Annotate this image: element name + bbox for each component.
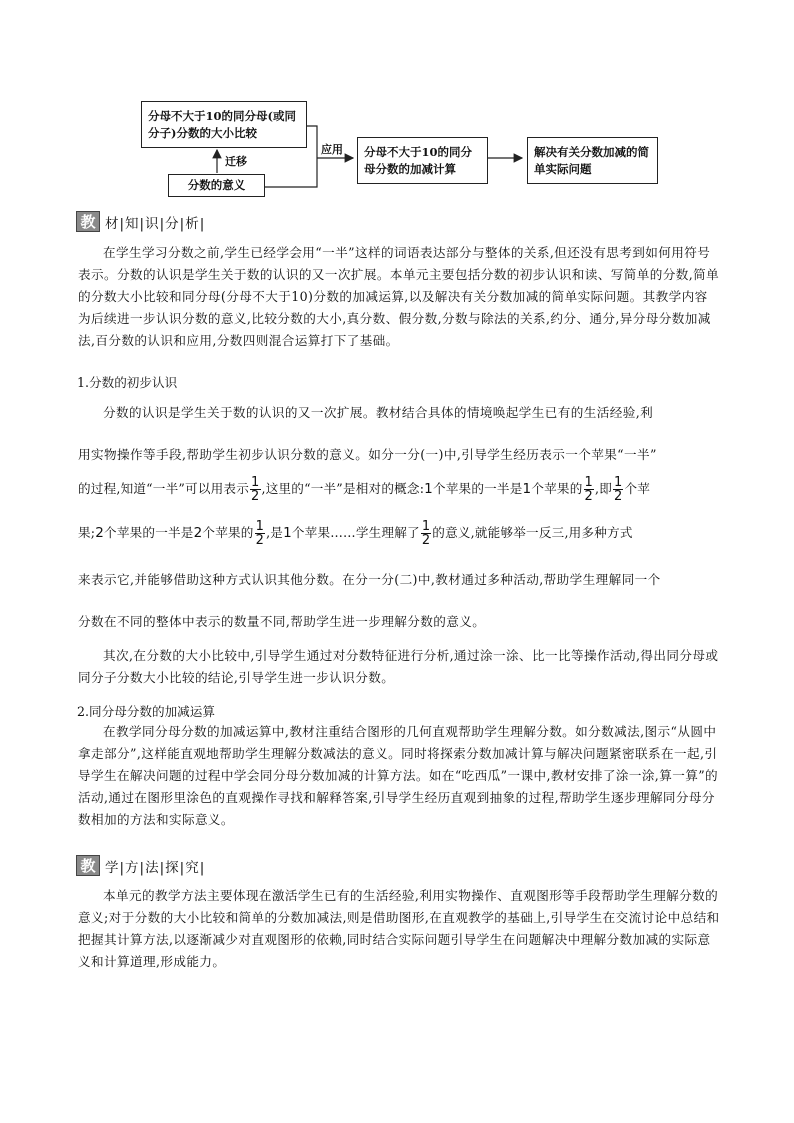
diagram-box-problems-text: 解决有关分数加减的简单实际问题 (534, 144, 649, 176)
section-badge: 教 (76, 855, 100, 876)
text: ,这里的“一半”是相对的概念: (261, 481, 425, 496)
intro-paragraph: 在学生学习分数之前,学生已经学会用“一半”这样的词语表达部分与整体的关系,但还没有思考到如何用符号表示。分数的认识是学生关于数的认识的又一次扩展。本单元主要包括分数的初步认识和读、写简单的分数,简单的分数大小比较和同分母(分母不大于10)分数的加减运算,以及解决有关分数加减的简单实际问题。其教学内容为后续进一步认识分数的意义,比较分数的大小,真分数、假分数,分数与除法的关系,约分、通分,异分母分数加减法,百分数的认识和应用,分数四则混合运算打下了基础。 (78, 245, 720, 348)
comparison-paragraph: 其次,在分数的大小比较中,引导学生通过对分数特征进行分析,通过涂一涂、比一比等操作活动,得出同分母或同分子分数大小比较的结论,引导学生进一步认识分数。 (78, 648, 719, 685)
text: 的意义,就能够举一反三,用多种方式 (432, 525, 633, 540)
p1-line1: 分数的认识是学生关于数的认识的又一次扩展。教材结合具体的情境唤起学生已有的生活经验,利 (103, 405, 654, 420)
text: 个苹 (624, 481, 651, 496)
section-heading-teaching-methods (76, 855, 205, 876)
text: 个苹果的 (202, 525, 254, 540)
fraction-half (421, 520, 431, 547)
denominator: 2 (613, 489, 623, 504)
diagram-label-migrate: 迁移 (225, 155, 247, 168)
diagram-box-meaning-text: 分数的意义 (187, 178, 246, 192)
fraction-half (584, 476, 594, 503)
p1-line5: 来表示它,并能够借助这种方式认识其他分数。在分一分(二)中,教材通过多种活动,帮助学生理解同一个 (78, 572, 661, 587)
text: 的过程,知道“一半”可以用表示 (78, 481, 250, 496)
diagram-box-calc-text: 分母不大于10的同分母分数的加减计算 (364, 144, 473, 176)
numerator: 1 (421, 519, 431, 534)
subheading-fraction-intro: 1.分数的初步认识 (77, 375, 178, 390)
denominator: 2 (421, 533, 431, 548)
text: ,是 (266, 525, 284, 540)
text: 个苹果……学生理解了 (291, 525, 420, 540)
p1-line6: 分数在不同的整体中表示的数量不同,帮助学生进一步理解分数的意义。 (78, 614, 486, 629)
fraction-half (250, 476, 260, 503)
section-title: 材|知|识|分|析| (105, 215, 206, 232)
text: 个苹果的一半是 (104, 525, 194, 540)
numerator: 1 (251, 475, 260, 490)
text: 个苹果的一半是 (432, 481, 523, 496)
diagram-label-apply: 应用 (321, 143, 343, 156)
diagram-box-problems (527, 137, 658, 184)
number: 1 (283, 525, 292, 541)
text: 个苹果的 (531, 481, 583, 496)
denominator: 2 (251, 489, 260, 504)
text: 果; (78, 525, 96, 540)
numerator: 1 (584, 475, 593, 490)
numerator: 1 (613, 475, 623, 490)
diagram-box-compare-text: 分母不大于10的同分母(或同分子)分数的大小比较 (148, 108, 296, 140)
section-title: 学|方|法|探|究| (105, 859, 206, 876)
fraction-half (613, 476, 623, 503)
section-badge: 教 (76, 211, 100, 232)
fraction-half (255, 520, 265, 547)
numerator: 1 (255, 519, 265, 534)
denominator: 2 (584, 489, 593, 504)
p1-line4 (78, 520, 633, 547)
diagram-box-compare (141, 101, 307, 148)
number: 2 (95, 525, 105, 541)
p1-line2: 用实物操作等手段,帮助学生初步认识分数的意义。如分一分(一)中,引导学生经历表示一个苹果“一半” (78, 447, 657, 462)
number: 1 (424, 481, 433, 497)
diagram-connectors (0, 0, 794, 220)
number: 2 (193, 525, 203, 541)
addition-paragraph: 在教学同分母分数的加减运算中,教材注重结合图形的几何直观帮助学生理解分数。如分数减法,图示“从圆中拿走部分”,这样能直观地帮助学生理解分数减法的意义。同时将探索分数加减计算与解决问题紧密联系在一起,引导学生在解决问题的过程中学会同分母分数加减的计算方法。如在“吃西瓜”一课中,教材安排了涂一涂,算一算”的活动,通过在图形里涂色的直观操作寻找和解释答案,引导学生经历直观到抽象的过程,帮助学生逐步理解同分母分数相加的方法和实际意义。 (78, 724, 719, 827)
p1-line3 (78, 476, 650, 503)
diagram-box-calc (357, 137, 488, 184)
text: ,即 (594, 481, 612, 496)
subheading-addition-subtraction: 2.同分母分数的加减运算 (77, 704, 215, 719)
section-heading-material-analysis (76, 211, 205, 232)
diagram-box-meaning (168, 174, 265, 197)
denominator: 2 (255, 533, 265, 548)
methods-paragraph: 本单元的教学方法主要体现在激活学生已有的生活经验,利用实物操作、直观图形等手段帮助学生理解分数的意义;对于分数的大小比较和简单的分数加减法,则是借助图形,在直观教学的基础上,引导学生在交流讨论中总结和把握其计算方法,以逐渐减少对直观图形的依赖,同时结合实际问题引导学生在问题解决中理解分数加减的实际意义和计算道理,形成能力。 (78, 888, 720, 969)
number: 1 (522, 481, 532, 497)
